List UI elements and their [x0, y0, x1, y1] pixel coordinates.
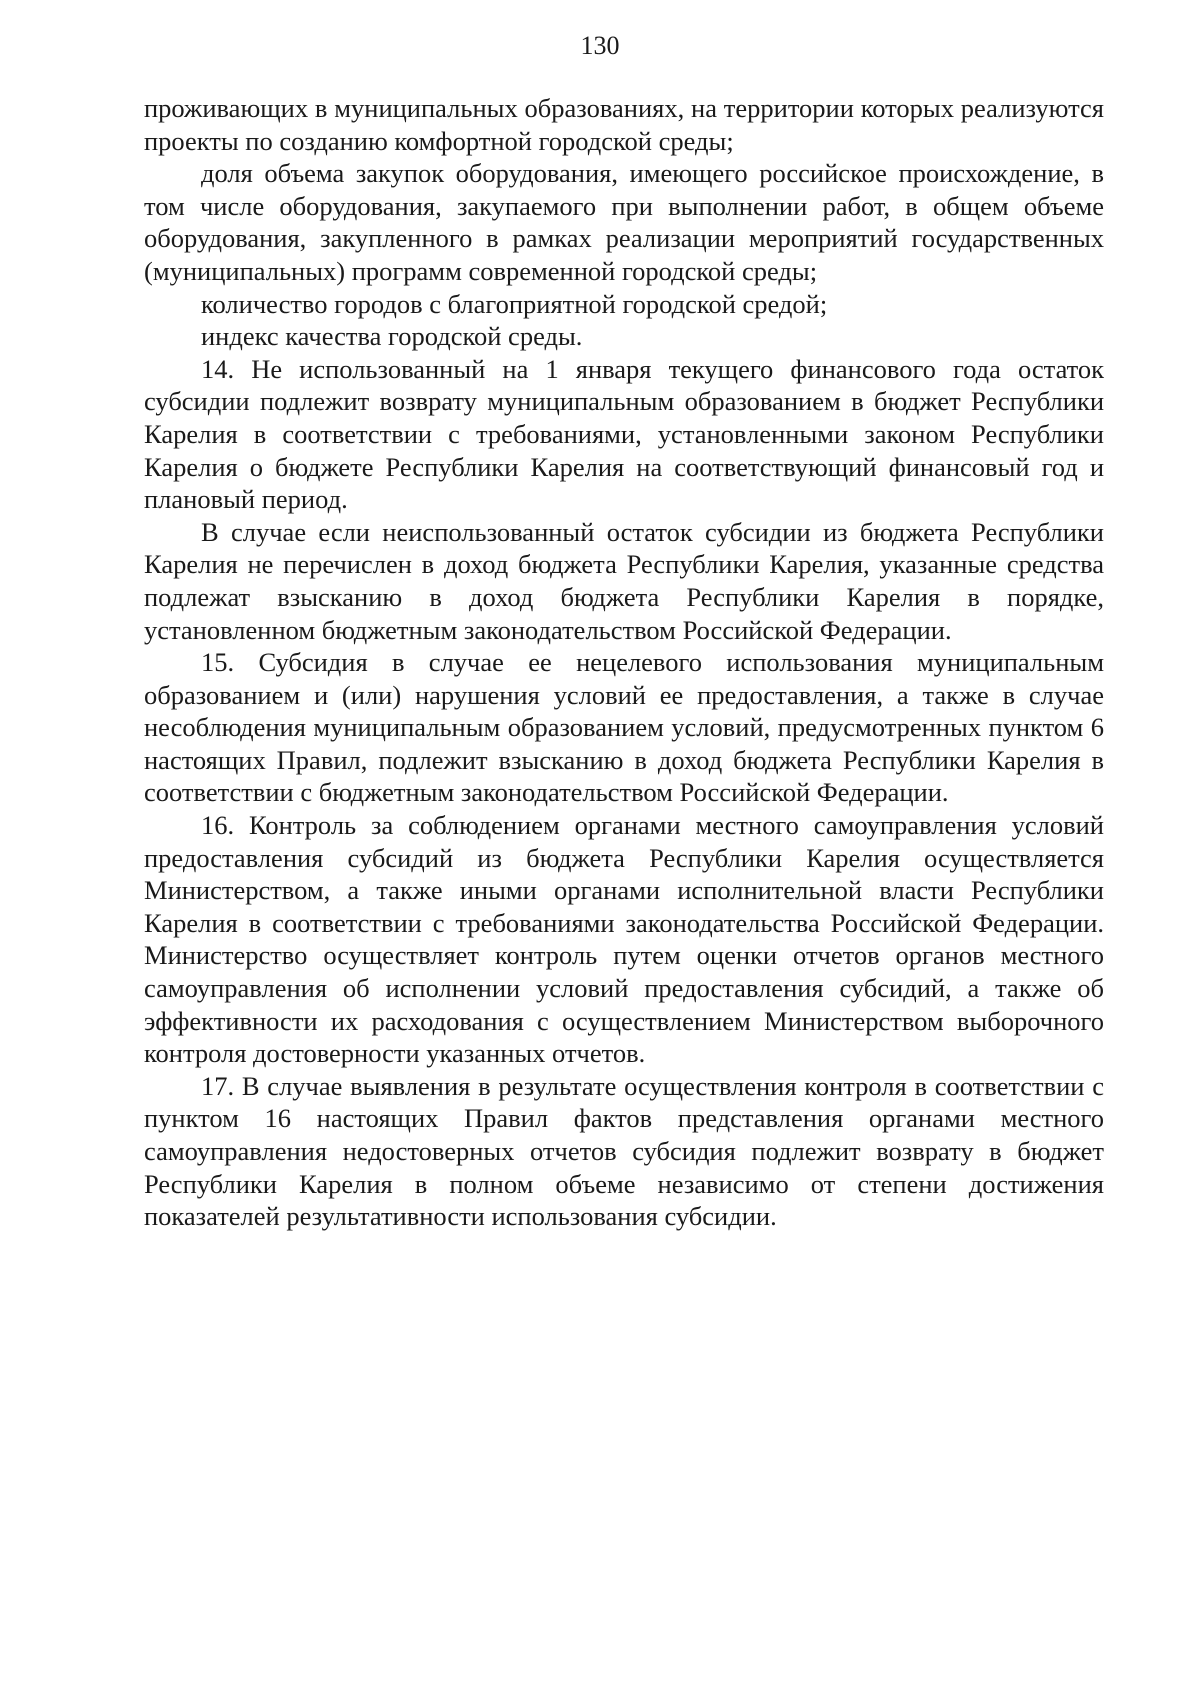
paragraph-clause-14-unused-balance: В случае если неиспользованный остаток субсидии из бюджета Республики Карелия не перечислен в доход бюджета Республики Карелия, указанные средства подлежат взысканию в доход бюджета Республики Карелия в порядке, установленном бюджетным законодательством Российской Федерации.: [144, 516, 1104, 645]
page-number: 130: [580, 31, 620, 60]
paragraph-equipment-share: доля объема закупок оборудования, имеющего российское происхождение, в том числе оборудования, закупаемого при выполнении работ, в общем объеме оборудования, закупленного в рамках реализации мероприятий государственных (муниципальных) программ современной городской среды;: [144, 158, 1104, 286]
paragraph-clause-17: 17. В случае выявления в результате осуществления контроля в соответствии с пунктом 16 настоящих Правил фактов представления органами местного самоуправления недостоверных отчетов субсидия подлежит возврату в бюджет Республики Карелия в полном объеме независимо от степени достижения показателей результативности использования субсидии.: [144, 1070, 1104, 1232]
paragraph-clause-15: 15. Субсидия в случае ее нецелевого использования муниципальным образованием и (или) нарушения условий ее предоставления, а также в случае несоблюдения муниципальным образованием условий, предусмотренных пунктом 6 настоящих Правил, подлежит взысканию в доход бюджета Республики Карелия в соответствии с бюджетным законодательством Российской Федерации.: [144, 647, 1104, 808]
paragraph-cities-count: количество городов с благоприятной городской средой;: [201, 288, 828, 319]
paragraph-continuation: проживающих в муниципальных образованиях, на территории которых реализуются проекты по созданию комфортной городской среды;: [144, 93, 1104, 156]
paragraph-clause-14: 14. Не использованный на 1 января текущего финансового года остаток субсидии подлежит возврату муниципальным образованием в бюджет Республики Карелия в соответствии с требованиями, установленными законом Республики Карелия о бюджете Республики Карелия на соответствующий финансовый год и плановый период.: [144, 353, 1104, 515]
paragraph-quality-index: индекс качества городской среды.: [201, 321, 583, 352]
paragraph-clause-16: 16. Контроль за соблюдением органами местного самоуправления условий предоставления субсидий из бюджета Республики Карелия осуществляется Министерством, а также иными органами исполнительной власти Республики Карелия в соответствии с требованиями законодательства Российской Федерации. Министерство осуществляет контроль путем оценки отчетов органов местного самоуправления об исполнении условий предоставления субсидий, а также об эффективности их расходования с осуществлением Министерством выборочного контроля достоверности указанных отчетов.: [144, 810, 1104, 1069]
document-body: [144, 92, 1104, 1233]
